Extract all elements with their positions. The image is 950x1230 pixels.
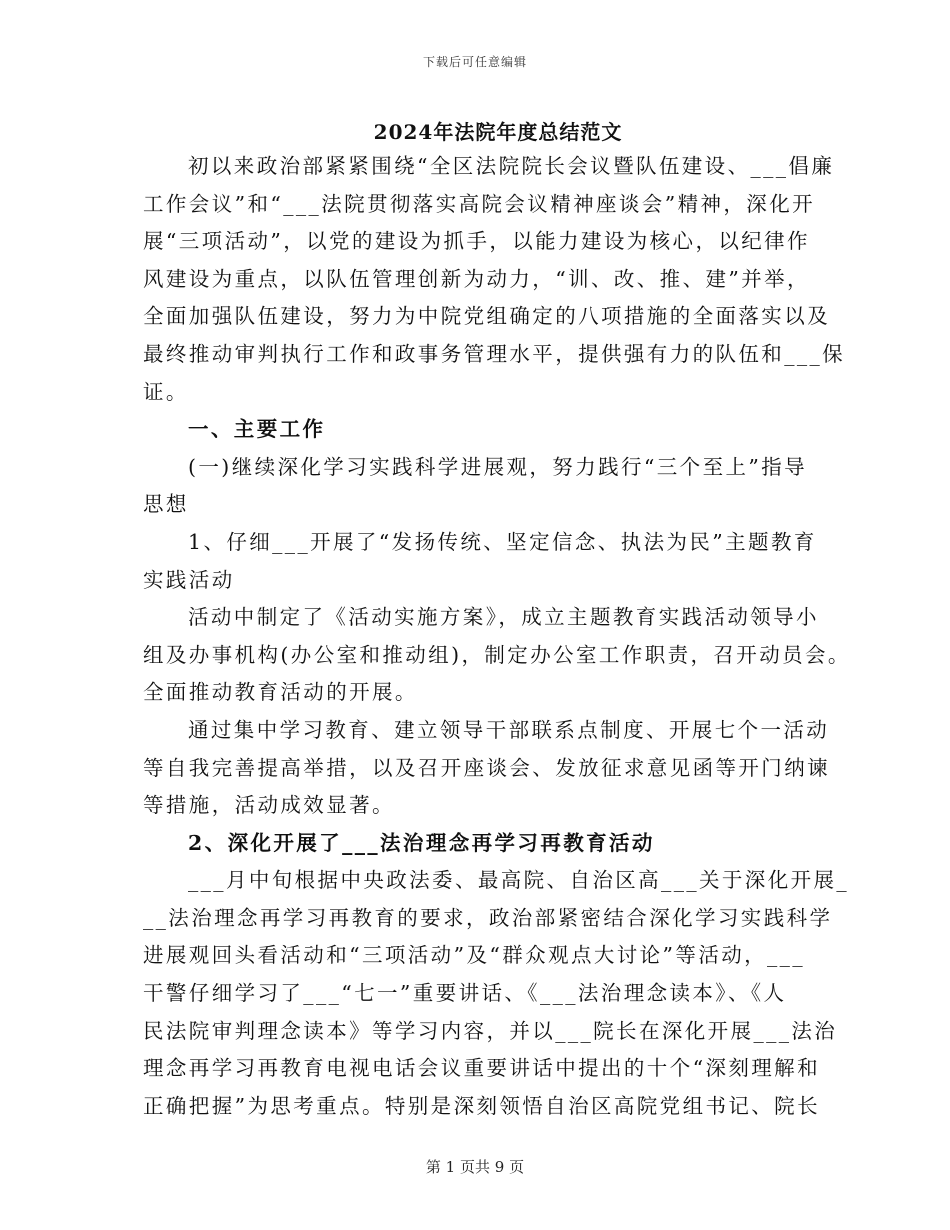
paragraph-line: 1、仔细___开展了“发扬传统、坚定信念、执法为民”主题教育 xyxy=(188,529,817,554)
paragraph-line: 民法院审判理念读本》等学习内容，并以___院长在深化开展___法治 xyxy=(143,1018,838,1043)
paragraph-line: 活动中制定了《活动实施方案》，成立主题教育实践活动领导小 xyxy=(188,605,819,630)
page-title: 2024年法院年度总结范文 xyxy=(373,120,623,144)
paragraph-line: 等自我完善提高举措，以及召开座谈会、发放征求意见函等开门纳谏 xyxy=(143,755,830,780)
paragraph-line: 正确把握”为思考重点。特别是深刻领悟自治区高院党组书记、院长 xyxy=(143,1093,820,1118)
paragraph-line: 干警仔细学习了___“七一”重要讲话、《___法治理念读本》、《人 xyxy=(143,981,787,1006)
paragraph-line: 全面加强队伍建设，努力为中院党组确定的八项措施的全面落实以及 xyxy=(143,304,830,329)
paragraph-line: (一)继续深化学习实践科学进展观，努力践行“三个至上”指导 xyxy=(188,454,808,479)
header-note: 下载后可任意编辑 xyxy=(422,55,527,69)
paragraph-line: ___月中旬根据中央政法委、最高院、自治区高___关于深化开展_ xyxy=(188,868,850,893)
paragraph-line: 风建设为重点，以队伍管理创新为动力，“训、改、推、建”并举， xyxy=(143,266,810,291)
paragraph-line: 实践活动 xyxy=(143,567,235,592)
paragraph-line: __法治理念再学习再教育的要求，政治部紧密结合深化学习实践科学 xyxy=(143,905,833,930)
paragraph-line: 等措施，活动成效显著。 xyxy=(143,793,395,818)
paragraph-line: 通过集中学习教育、建立领导干部联系点制度、开展七个一活动 xyxy=(188,717,830,742)
paragraph-line: 进展观回头看活动和“三项活动”及“群众观点大讨论”等活动，___ xyxy=(143,943,805,968)
paragraph-line: 初以来政治部紧紧围绕“全区法院院长会议暨队伍建设、___倡廉 xyxy=(188,154,835,178)
section-heading-line: 2、深化开展了___法治理念再学习再教育活动 xyxy=(188,830,655,855)
document-body xyxy=(143,151,851,1128)
section-heading-line: 一、主要工作 xyxy=(188,417,326,442)
paragraph-line: 证。 xyxy=(143,379,189,404)
paragraph-line: 展“三项活动”，以党的建设为抓手，以能力建设为核心，以纪律作 xyxy=(143,229,810,254)
paragraph-line: 最终推动审判执行工作和政事务管理水平，提供强有力的队伍和___保 xyxy=(143,341,846,366)
page-footer: 第 1 页共 9 页 xyxy=(425,1158,525,1176)
paragraph-line: 组及办事机构(办公室和推动组)，制定办公室工作职责，召开动员会。 xyxy=(143,642,851,667)
paragraph-line: 思想 xyxy=(143,492,189,517)
paragraph-line: 全面推动教育活动的开展。 xyxy=(143,680,418,705)
paragraph-line: 工作会议”和“___法院贯彻落实高院会议精神座谈会”精神，深化开 xyxy=(143,191,815,216)
paragraph-line: 理念再学习再教育电视电话会议重要讲话中提出的十个“深刻理解和 xyxy=(143,1056,820,1081)
